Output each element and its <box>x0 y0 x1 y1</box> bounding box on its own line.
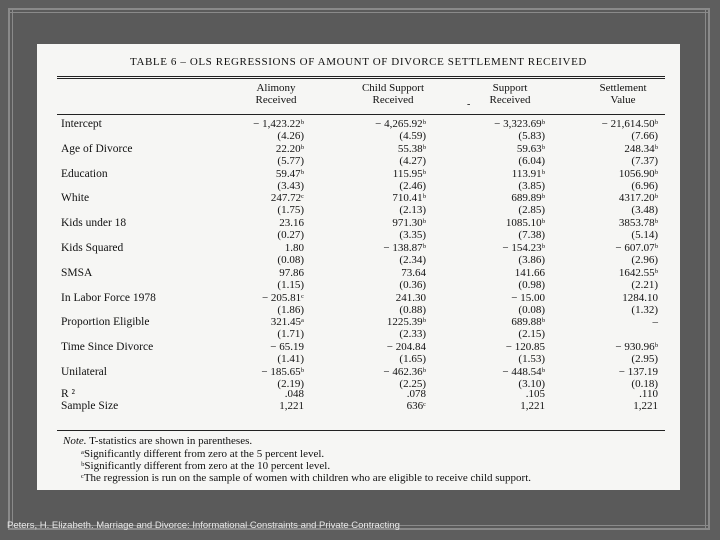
cell-tstat: (6.04) <box>518 154 545 167</box>
cell-tstat: (7.37) <box>631 154 658 167</box>
cell-tstat: (2.95) <box>631 353 658 366</box>
cell-value: 1642.55ᵇ <box>618 266 658 279</box>
row-label: SMSA <box>61 266 93 279</box>
cell-tstat: (1.41) <box>277 353 304 366</box>
cell-value: 4317.20ᵇ <box>618 192 658 205</box>
cell-value: .048 <box>284 387 304 400</box>
cell-tstat: (1.71) <box>277 328 304 341</box>
column-header-support: Support Received <box>489 82 531 106</box>
cell-value: − 607.07ᵇ <box>615 242 658 254</box>
cell-tstat: (1.65) <box>399 353 426 366</box>
cell-tstat: (2.15) <box>518 328 545 341</box>
cell-tstat: (7.66) <box>631 130 658 142</box>
cell-value: − 930.96ᵇ <box>615 341 658 354</box>
cell-tstat: (3.35) <box>399 229 426 242</box>
cell-value: − 462.36ᵇ <box>383 366 426 378</box>
table-row <box>37 316 680 342</box>
table-row <box>37 292 680 318</box>
cell-tstat: (2.85) <box>518 204 545 217</box>
table-row <box>37 341 680 367</box>
cell-tstat: (7.38) <box>518 229 545 242</box>
column-header-child-support: Child Support Received <box>361 82 425 106</box>
cell-value: − 1,423.22ᵇ <box>253 118 304 130</box>
table-row <box>37 168 680 194</box>
cell-value: 59.63ᵇ <box>516 142 545 155</box>
cell-value: 247.72ᶜ <box>270 192 304 205</box>
cell-tstat: (1.32) <box>631 303 658 316</box>
cell-value: 1225.39ᵇ <box>386 316 426 329</box>
cell-tstat: (4.26) <box>277 130 304 142</box>
cell-tstat: (5.83) <box>518 130 545 142</box>
cell-value: 55.38ᵇ <box>397 142 426 155</box>
scan-mark: - <box>467 99 471 110</box>
row-label: R ² <box>61 387 75 400</box>
cell-tstat: (2.13) <box>399 204 426 217</box>
bottom-rule <box>57 430 665 431</box>
cell-value: − 205.81ᶜ <box>261 291 304 304</box>
row-label: Unilateral <box>61 366 107 378</box>
cell-tstat: (5.77) <box>277 154 304 167</box>
frame-line-top-inner <box>8 12 710 13</box>
cell-tstat: (0.88) <box>399 303 426 316</box>
sample-size-row <box>37 400 680 426</box>
column-header-alimony: Alimony Received <box>255 82 297 106</box>
cell-tstat: (1.53) <box>518 353 545 366</box>
cell-tstat: (0.36) <box>399 278 426 291</box>
top-rule-double <box>57 78 665 79</box>
cell-value: 1,221 <box>520 399 545 412</box>
cell-value: 3853.78ᵇ <box>618 217 658 230</box>
cell-tstat: (6.96) <box>631 179 658 192</box>
cell-tstat: (2.33) <box>399 328 426 341</box>
row-label: Proportion Eligible <box>61 316 150 329</box>
cell-value: 1.80 <box>284 242 304 254</box>
column-header-settlement: Settlement Value <box>599 82 647 106</box>
cell-value: – <box>652 316 658 329</box>
frame-line-top <box>8 8 710 10</box>
cell-value: .110 <box>639 387 658 400</box>
cell-value: 23.16 <box>279 217 304 230</box>
table-row <box>37 118 680 144</box>
cell-tstat: (0.18) <box>631 378 658 390</box>
cell-value: 321.45ᵃ <box>270 316 304 329</box>
cell-tstat: (2.25) <box>399 378 426 390</box>
cell-value: .105 <box>525 387 545 400</box>
cell-value: − 185.65ᵇ <box>261 366 304 378</box>
cell-value: 73.64 <box>401 266 426 279</box>
cell-tstat: (2.96) <box>631 254 658 266</box>
cell-value: 1056.90ᵇ <box>618 167 658 180</box>
cell-value: − 65.19 <box>270 341 304 354</box>
cell-value: 636ᶜ <box>406 399 426 412</box>
cell-value: 115.95ᵇ <box>392 167 426 180</box>
cell-value: 1,221 <box>279 399 304 412</box>
cell-value: 97.86 <box>279 266 304 279</box>
footnote-b: ᵇSignificantly different from zero at the 10 percent level. <box>81 460 331 472</box>
row-label: Education <box>61 167 108 180</box>
row-label: White <box>61 192 90 205</box>
cell-tstat: (0.08) <box>518 303 545 316</box>
cell-tstat: (0.98) <box>518 278 545 291</box>
row-label: Time Since Divorce <box>61 341 154 354</box>
cell-value: − 15.00 <box>511 291 545 304</box>
cell-tstat: (2.34) <box>399 254 426 266</box>
cell-tstat: (1.75) <box>277 204 304 217</box>
cell-value: − 137.19 <box>618 366 658 378</box>
cell-value: .078 <box>406 387 426 400</box>
cell-value: 1284.10 <box>622 291 658 304</box>
cell-tstat: (3.10) <box>518 378 545 390</box>
footnote-c: ᶜThe regression is run on the sample of women with children who are eligible to receive child support. <box>81 472 532 484</box>
cell-tstat: (0.08) <box>277 254 304 266</box>
frame-line-right-inner <box>705 8 706 530</box>
row-label: Sample Size <box>61 399 119 412</box>
top-rule <box>57 76 665 77</box>
cell-value: 1,221 <box>633 399 658 412</box>
table-title: TABLE 6 – OLS REGRESSIONS OF AMOUNT OF DIVORCE SETTLEMENT RECEIVED <box>130 56 587 68</box>
cell-value: 971.30ᵇ <box>392 217 426 230</box>
table-row <box>37 242 680 268</box>
cell-tstat: (1.15) <box>277 278 304 291</box>
cell-tstat: (1.86) <box>277 303 304 316</box>
cell-value: 22.20ᵇ <box>275 142 304 155</box>
cell-value: − 204.84 <box>386 341 426 354</box>
cell-value: − 21,614.50ᵇ <box>601 118 658 130</box>
cell-tstat: (0.27) <box>277 229 304 242</box>
cell-value: 1085.10ᵇ <box>505 217 545 230</box>
cell-value: − 4,265.92ᵇ <box>375 118 426 130</box>
row-label: Kids under 18 <box>61 217 127 230</box>
cell-value: − 448.54ᵇ <box>502 366 545 378</box>
table-row <box>37 143 680 169</box>
citation-caption: Peters, H. Elizabeth. Marriage and Divorce: Informational Constraints and Private Contracting <box>7 520 400 531</box>
header-rule <box>57 114 665 115</box>
cell-tstat: (3.43) <box>277 179 304 192</box>
cell-value: − 138.87ᵇ <box>383 242 426 254</box>
cell-value: 241.30 <box>395 291 426 304</box>
cell-value: 710.41ᵇ <box>392 192 426 205</box>
frame-line-left-inner <box>12 8 13 530</box>
footnote-a: ᵃSignificantly different from zero at the 5 percent level. <box>81 448 325 460</box>
cell-value: 689.88ᵇ <box>511 316 545 329</box>
row-label: In Labor Force 1978 <box>61 291 156 304</box>
frame-line-right <box>708 8 710 530</box>
cell-value: 59.47ᵇ <box>275 167 304 180</box>
table-row <box>37 267 680 293</box>
cell-tstat: (2.19) <box>277 378 304 390</box>
cell-value: 113.91ᵇ <box>511 167 545 180</box>
cell-tstat: (4.27) <box>399 154 426 167</box>
cell-tstat: (4.59) <box>399 130 426 142</box>
cell-tstat: (5.14) <box>631 229 658 242</box>
row-label: Kids Squared <box>61 242 124 254</box>
row-label: Intercept <box>61 118 102 130</box>
cell-value: − 154.23ᵇ <box>502 242 545 254</box>
cell-tstat: (3.48) <box>631 204 658 217</box>
cell-tstat: (2.46) <box>399 179 426 192</box>
scanned-table <box>37 44 680 490</box>
cell-tstat: (2.21) <box>631 278 658 291</box>
cell-value: 248.34ᵇ <box>624 142 658 155</box>
frame-line-left <box>8 8 10 530</box>
cell-value: − 120.85 <box>505 341 545 354</box>
cell-value: 141.66 <box>514 266 545 279</box>
table-row <box>37 217 680 243</box>
row-label: Age of Divorce <box>61 142 133 155</box>
table-note: Note. T-statistics are shown in parentheses. <box>63 435 253 447</box>
cell-value: 689.89ᵇ <box>511 192 545 205</box>
cell-tstat: (3.85) <box>518 179 545 192</box>
cell-value: − 3,323.69ᵇ <box>494 118 545 130</box>
table-row <box>37 192 680 218</box>
cell-tstat: (3.86) <box>518 254 545 266</box>
